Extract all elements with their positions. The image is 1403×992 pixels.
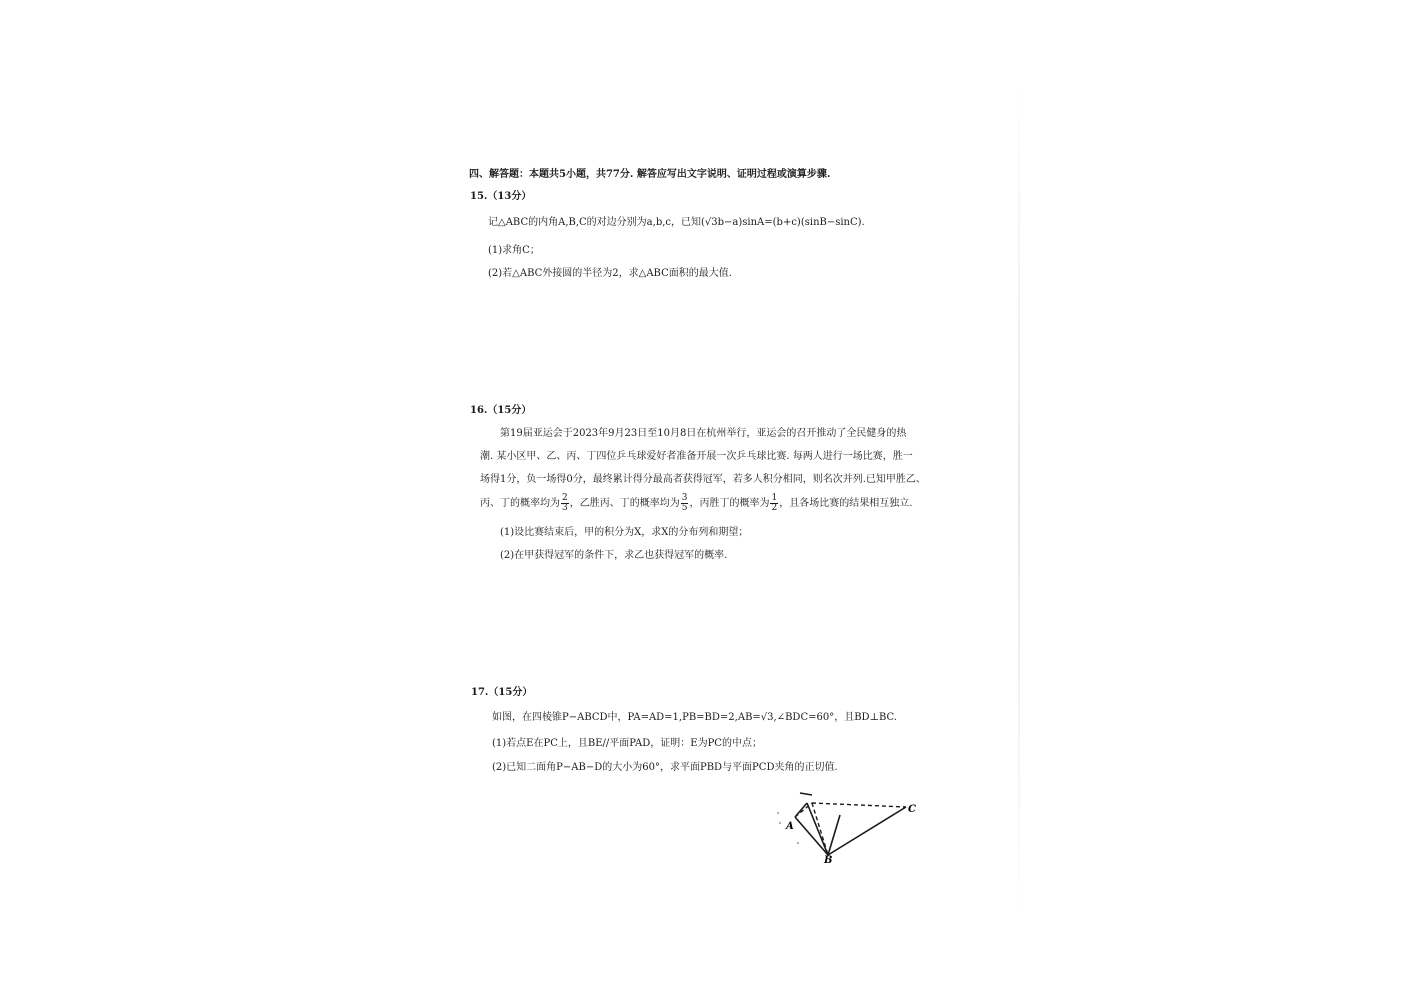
q16-line2: 潮. 某小区甲、乙、丙、丁四位乒乓球爱好者准备开展一次乒乓球比赛. 每两人进行一场比赛，胜一 — [480, 451, 913, 462]
label-c: C — [908, 804, 916, 815]
q16-line4-a: 丙、丁的概率均为 — [480, 498, 560, 509]
scan-dot — [779, 822, 781, 824]
fraction-one-half — [770, 494, 778, 513]
edge-bc — [828, 807, 906, 855]
q15-part1: (1)求角C； — [488, 245, 540, 256]
q16-line4-c: ，丙胜丁的概率为 — [689, 498, 770, 509]
frac2-denominator: 5 — [681, 503, 688, 513]
q16-line3: 场得1分，负一场得0分，最终累计得分最高者获得冠军，若多人积分相同，则名次并列.已知甲胜乙、 — [480, 474, 926, 485]
q17-part1: (1)若点E在PC上，且BE//平面PAD，证明：E为PC的中点； — [492, 738, 762, 749]
frac3-numerator: 1 — [771, 493, 778, 503]
tick-mark — [800, 793, 812, 795]
fraction-two-thirds — [561, 494, 569, 513]
q16-part2: (2)在甲获得冠军的条件下，求乙也获得冠军的概率. — [500, 550, 728, 561]
q17-header: 17.（15分） — [471, 687, 533, 698]
pyramid-figure — [770, 785, 930, 865]
fraction-three-fifths — [681, 494, 689, 513]
scan-dot — [797, 842, 799, 844]
q16-line4 — [480, 494, 912, 514]
q15-part2: (2)若△ABC外接圆的半径为2，求△ABC面积的最大值. — [488, 268, 732, 279]
frac1-numerator: 2 — [562, 493, 568, 503]
q17-part2: (2)已知二面角P−AB−D的大小为60°，求平面PBD与平面PCD夹角的正切值. — [492, 762, 838, 773]
q16-line4-b: ，乙胜丙、丁的概率均为 — [569, 498, 680, 509]
q16-line4-d: ，且各场比赛的结果相互独立. — [779, 498, 913, 509]
label-b: B — [824, 855, 833, 865]
section-header: 四、解答题：本题共5小题，共77分. 解答应写出文字说明、证明过程或演算步骤. — [469, 169, 831, 180]
frac1-denominator: 3 — [562, 503, 568, 513]
edge-ab — [795, 817, 828, 855]
edge-pb — [807, 803, 828, 855]
q15-stem: 记△ABC的内角A,B,C的对边分别为a,b,c，已知(√3b−a)sinA=(b+c)(sinB−sinC). — [488, 217, 865, 228]
scan-dot — [777, 812, 779, 814]
q16-header: 16.（15分） — [470, 405, 532, 416]
edge-dc — [812, 803, 906, 807]
q16-part1: (1)设比赛结束后，甲的积分为X，求X的分布列和期望； — [500, 527, 749, 538]
frac3-denominator: 2 — [771, 503, 778, 513]
q17-stem: 如图，在四棱锥P−ABCD中，PA=AD=1,PB=BD=2,AB=√3,∠BDC=60°，且BD⊥BC. — [492, 712, 897, 723]
label-a: A — [786, 821, 794, 832]
q15-header: 15.（13分） — [470, 191, 532, 202]
q16-line1: 第19届亚运会于2023年9月23日至10月8日在杭州举行，亚运会的召开推动了全民健身的热 — [500, 428, 907, 439]
scan-shadow — [1018, 80, 1020, 920]
frac2-numerator: 3 — [681, 493, 688, 503]
